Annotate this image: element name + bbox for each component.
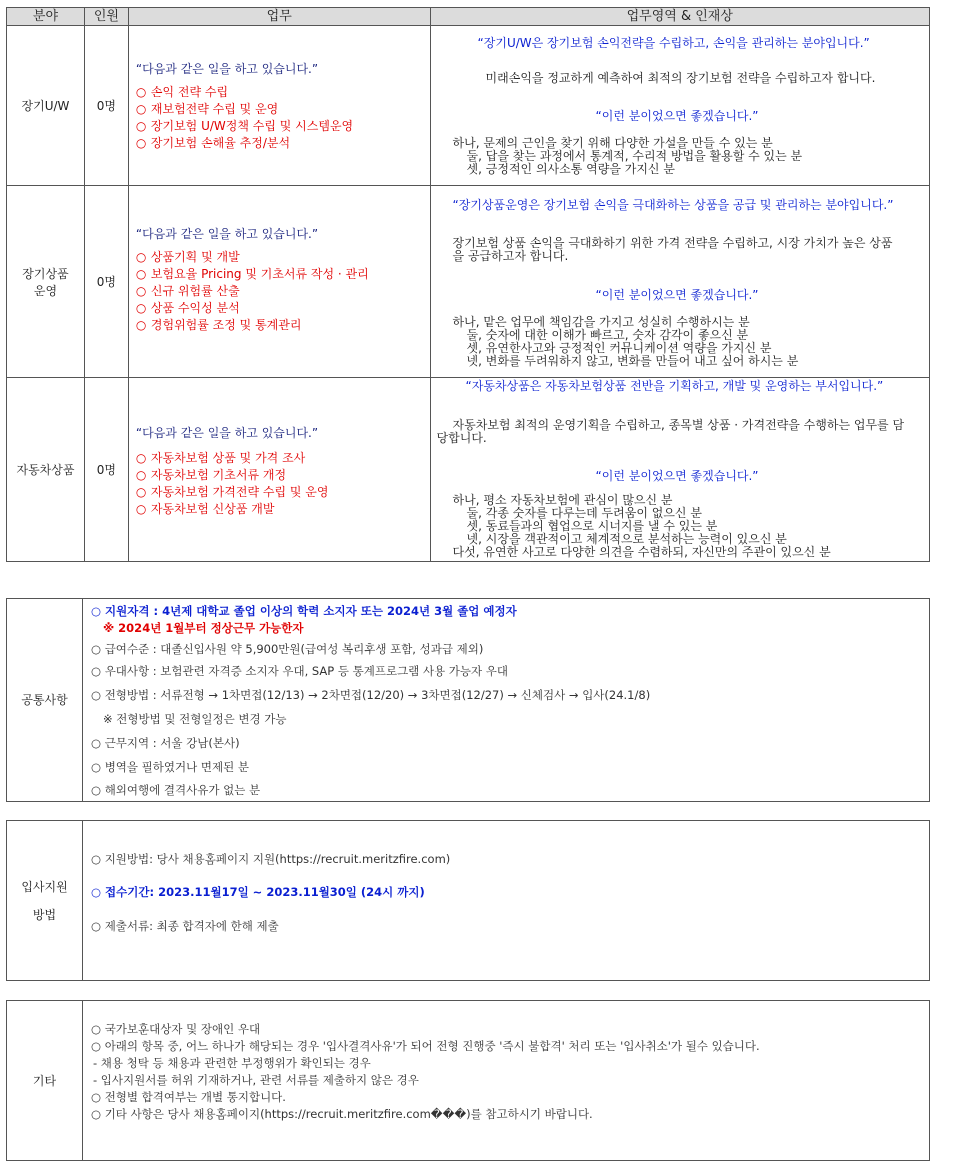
process-note: ※ 전형방법 및 전형일정은 변경 가능 — [103, 712, 287, 726]
task-list — [136, 249, 369, 334]
area-cell — [430, 378, 929, 562]
area-title: “장기U/W은 장기보험 손익전략을 수립하고, 손익을 관리하는 분야입니다.” — [477, 36, 870, 50]
wish-item: 넷, 변화를 두려워하지 않고, 변화를 만들어 내고 싶어 하시는 분 — [466, 354, 799, 368]
wish-title: “이런 분이었으면 좋겠습니다.” — [595, 469, 759, 483]
apply-documents-text: ○ 제출서류: 최종 합격자에 한해 제출 — [91, 919, 279, 933]
travel-text: ○ 해외여행에 결격사유가 없는 분 — [91, 783, 261, 797]
circle-icon: ○ — [135, 318, 147, 332]
task-item: ○ 경험위험률 조정 및 통계관리 — [135, 318, 302, 332]
circle-icon: ○ — [135, 136, 147, 150]
etc-line: ○ 아래의 항목 중, 어느 하나가 해당되는 경우 '입사결격사유'가 되어 전형 진행중 '즉시 불합격' 처리 또는 '입사취소'가 될수 있습니다. — [91, 1039, 760, 1053]
apply-period-text: ○ 접수기간: 2023.11월17일 ~ 2023.11월30일 (24시 까지) — [91, 885, 425, 899]
header-count: 인원 — [84, 8, 128, 26]
area-desc: 장기보험 상품 손익을 극대화하기 위한 가격 전략을 수립하고, 시장 가치가 높은 상품 — [452, 236, 893, 250]
circle-icon: ○ — [135, 85, 147, 99]
work-intro: “다음과 같은 일을 하고 있습니다.” — [135, 426, 319, 440]
table-row — [7, 186, 930, 378]
area-desc: 을 공급하고자 합니다. — [452, 249, 569, 263]
task-list — [136, 450, 329, 518]
circle-icon: ○ — [135, 119, 147, 133]
circle-icon: ○ — [135, 485, 147, 499]
wish-title: “이런 분이었으면 좋겠습니다.” — [595, 288, 759, 302]
area-cell — [430, 26, 929, 186]
area-title: “자동차상품은 자동차보험상품 전반을 기획하고, 개발 및 운영하는 부서입니다.” — [465, 379, 884, 393]
table-row — [7, 378, 930, 562]
task-item: ○ 상품 수익성 분석 — [135, 301, 240, 315]
etc-line: - 입사지원서를 허위 기재하거나, 관련 서류를 제출하지 않은 경우 — [93, 1073, 419, 1087]
etc-line: ○ 전형별 합격여부는 개별 통지합니다. — [91, 1090, 286, 1104]
apply-content — [83, 821, 930, 981]
common-content — [83, 599, 930, 802]
qualification-note: ※ 2024년 1월부터 정상근무 가능한자 — [103, 621, 304, 635]
job-table — [6, 7, 930, 562]
field-cell: 장기U/W — [7, 26, 85, 186]
etc-line: ○ 기타 사항은 당사 채용홈페이지(https://recruit.meritzfire.com���)를 참고하시기 바랍니다. — [91, 1107, 593, 1121]
work-intro: “다음과 같은 일을 하고 있습니다.” — [135, 227, 319, 241]
area-title: “장기상품운영은 장기보험 손익을 극대화하는 상품을 공급 및 관리하는 분야입니다.” — [452, 198, 894, 212]
task-item: ○ 장기보험 U/W정책 수립 및 시스템운영 — [135, 119, 354, 133]
common-section — [6, 598, 930, 802]
common-label: 공통사항 — [7, 599, 83, 802]
wish-item: 하나, 맡은 업무에 책임감을 가지고 성실히 수행하시는 분 — [452, 315, 750, 329]
task-item: ○ 자동차보험 신상품 개발 — [135, 502, 275, 516]
apply-method-text: ○ 지원방법: 당사 채용홈페이지 지원(https://recruit.meritzfire.com) — [91, 852, 451, 866]
wish-item: 셋, 유연한사고와 긍정적인 커뮤니케이션 역량을 가지신 분 — [466, 341, 772, 355]
circle-icon: ○ — [135, 284, 147, 298]
table-row — [7, 26, 930, 186]
wish-item: 둘, 각종 숫자를 다루는데 두려움이 없으신 분 — [466, 506, 702, 520]
etc-label: 기타 — [7, 1001, 83, 1161]
circle-icon: ○ — [135, 451, 147, 465]
header-area: 업무영역 & 인재상 — [430, 8, 929, 26]
circle-icon: ○ — [135, 267, 147, 281]
etc-line: - 채용 청탁 등 채용과 관련한 부정행위가 확인되는 경우 — [93, 1056, 371, 1070]
wish-item: 셋, 동료들과의 협업으로 시너지를 낼 수 있는 분 — [466, 519, 718, 533]
task-item: ○ 재보험전략 수립 및 운영 — [135, 102, 279, 116]
work-intro: “다음과 같은 일을 하고 있습니다.” — [135, 62, 319, 76]
task-item: ○ 보험요율 Pricing 및 기초서류 작성 · 관리 — [135, 267, 369, 281]
location-text: ○ 근무지역 : 서울 강남(본사) — [91, 736, 240, 750]
task-item: ○ 자동차보험 가격전략 수립 및 운영 — [135, 485, 329, 499]
wish-item: 다섯, 유연한 사고로 다양한 의견을 수렴하되, 자신만의 주관이 있으신 분 — [452, 545, 831, 559]
area-desc: 미래손익을 정교하게 예측하여 최적의 장기보험 전략을 수립하고자 합니다. — [485, 71, 876, 85]
task-item: ○ 손익 전략 수립 — [135, 85, 229, 99]
table-header-row — [7, 8, 930, 26]
task-item: ○ 상품기획 및 개발 — [135, 250, 240, 264]
task-item: ○ 자동차보험 상품 및 가격 조사 — [135, 451, 306, 465]
preference-text: ○ 우대사항 : 보험관련 자격증 소지자 우대, SAP 등 통계프로그램 사용 가능자 우대 — [91, 664, 509, 678]
task-item: ○ 신규 위험률 산출 — [135, 284, 240, 298]
task-item: ○ 자동차보험 기초서류 개정 — [135, 468, 287, 482]
wish-item: 하나, 평소 자동차보험에 관심이 많으신 분 — [452, 493, 673, 507]
circle-icon: ○ — [135, 250, 147, 264]
work-cell — [128, 378, 430, 562]
area-cell — [430, 186, 929, 378]
work-cell — [128, 26, 430, 186]
wish-title: “이런 분이었으면 좋겠습니다.” — [595, 109, 759, 123]
circle-icon: ○ — [135, 468, 147, 482]
area-desc: 자동차보험 최적의 운영기획을 수립하고, 종목별 상품 · 가격전략을 수행하는 업무를 담 — [452, 418, 905, 432]
etc-section — [6, 1000, 930, 1161]
circle-icon: ○ — [135, 502, 147, 516]
header-field: 분야 — [7, 8, 85, 26]
wish-item: 넷, 시장을 객관적이고 체계적으로 분석하는 능력이 있으신 분 — [466, 532, 787, 546]
task-list — [136, 84, 353, 152]
wish-item: 하나, 문제의 근인을 찾기 위해 다양한 가설을 만들 수 있는 분 — [452, 136, 773, 150]
count-cell: 0명 — [84, 26, 128, 186]
field-cell: 장기상품 운영 — [7, 186, 85, 378]
wish-item: 셋, 긍정적인 의사소통 역량을 가지신 분 — [466, 162, 675, 176]
apply-section — [6, 820, 930, 981]
qualification-text: ○ 지원자격 : 4년제 대학교 졸업 이상의 학력 소지자 또는 2024년 3월 졸업 예정자 — [91, 604, 517, 618]
salary-text: ○ 급여수준 : 대졸신입사원 약 5,900만원(급여성 복리후생 포함, 성과급 제외) — [91, 642, 484, 656]
field-cell: 자동차상품 — [7, 378, 85, 562]
task-item: ○ 장기보험 손해율 추정/분석 — [135, 136, 291, 150]
work-cell — [128, 186, 430, 378]
count-cell: 0명 — [84, 186, 128, 378]
etc-line: ○ 국가보훈대상자 및 장애인 우대 — [91, 1022, 261, 1036]
wish-item: 둘, 답을 찾는 과정에서 통계적, 수리적 방법을 활용할 수 있는 분 — [466, 149, 803, 163]
apply-label: 입사지원 방법 — [7, 821, 83, 981]
circle-icon: ○ — [135, 102, 147, 116]
wish-item: 둘, 숫자에 대한 이해가 빠르고, 숫자 감각이 좋으신 분 — [466, 328, 749, 342]
process-text: ○ 전형방법 : 서류전형 → 1차면접(12/13) → 2차면접(12/20) → 3차면접(12/27) → 신체검사 → 입사(24.1/8) — [91, 688, 651, 702]
military-text: ○ 병역을 필하였거나 면제된 분 — [91, 760, 249, 774]
area-desc: 당합니다. — [436, 431, 487, 445]
header-work: 업무 — [128, 8, 430, 26]
circle-icon: ○ — [135, 301, 147, 315]
etc-content — [83, 1001, 930, 1161]
count-cell: 0명 — [84, 378, 128, 562]
